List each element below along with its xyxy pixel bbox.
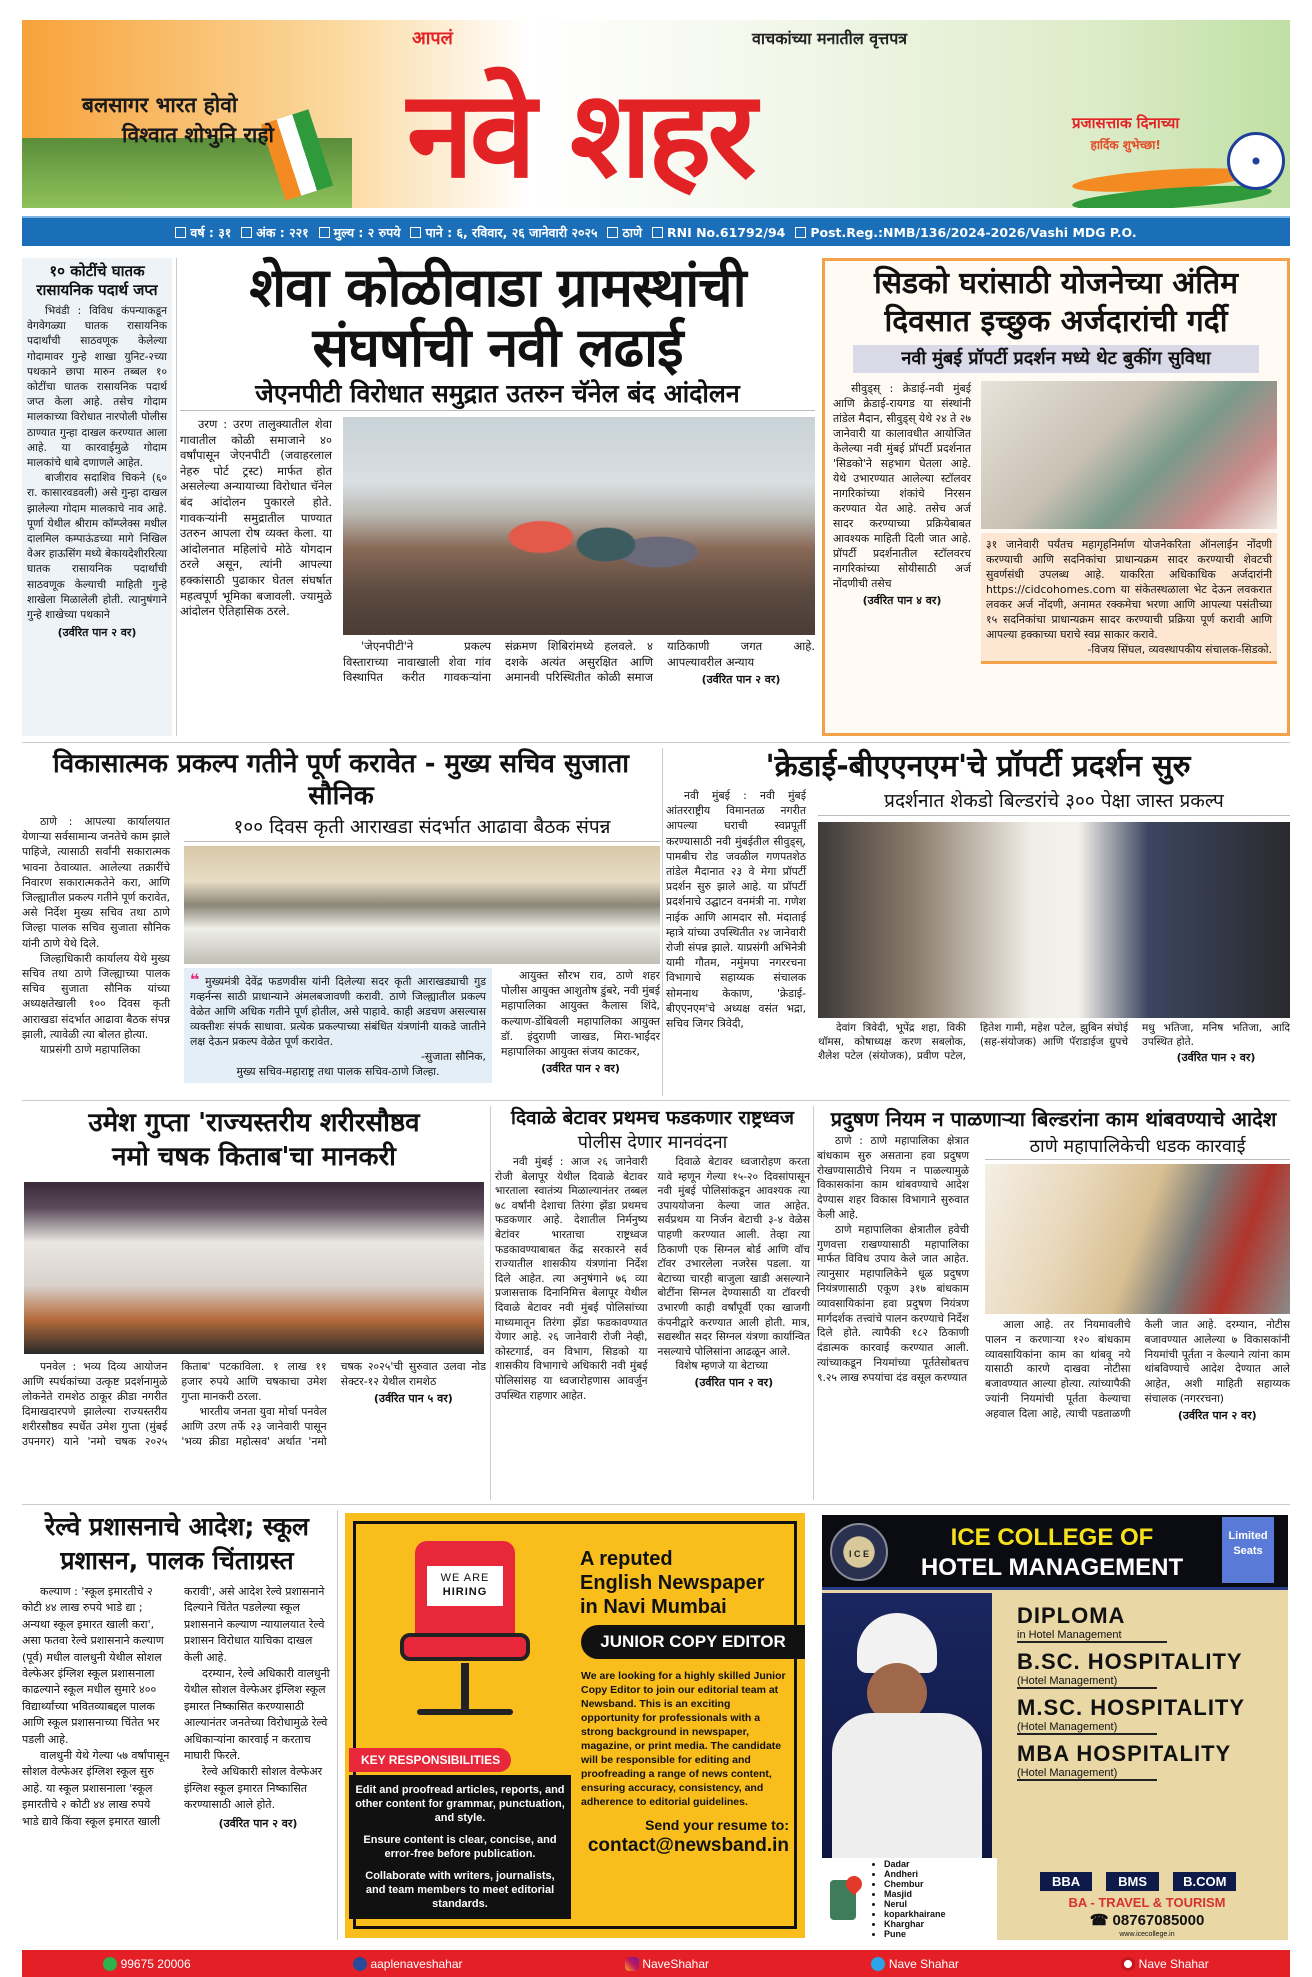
postal-registration: Post.Reg.:NMB/136/2024-2026/Vashi MDG P.O. <box>795 225 1136 240</box>
quote-author: -विजय सिंघल, व्यवस्थापकीय संचालक-सिडको. <box>1087 643 1272 656</box>
footer-whatsapp[interactable] <box>103 1957 190 1971</box>
paragraph: रेल्वे अधिकारी सोशल वेल्फेअर इंग्लिश स्कूल इमारत निष्कासित करण्यासाठी आले होते. <box>184 1765 323 1812</box>
headline-line: दिवसात इच्छुक अर्जदारांची गर्दी <box>884 304 1228 339</box>
degree-badge: B.COM <box>1173 1872 1236 1891</box>
article-railway-school <box>22 1510 332 1832</box>
photo-bodybuilding-winner <box>24 1182 484 1354</box>
intro-line: in Navi Mumbai <box>580 1596 727 1618</box>
divider <box>22 742 1290 743</box>
masthead-prefix: आपलं <box>412 28 453 49</box>
quote-author: -सुजाता सौनिक, <box>421 1050 486 1063</box>
footer-instagram[interactable] <box>625 1957 709 1971</box>
newspaper-logo: नवे शहर <box>407 66 753 205</box>
article-body <box>985 1318 1290 1424</box>
website-text: www.icecollege.in <box>1119 1931 1175 1938</box>
issue-number: अंक : २२१ <box>241 224 308 241</box>
intro-line: A reputed <box>580 1548 673 1570</box>
article-pollution <box>817 1106 1290 1424</box>
footer-label: NaveShahar <box>642 1956 710 1971</box>
paragraph: वालधुनी येथे गेल्या ५७ वर्षांपासून सोशल वेल्फेअर इंग्लिश स्कूल सुरु आहे. या स्कूल प्रशासनाला 'स्कूल इमारतीचे २ कोटी ४४ लाख रुपये भाडे द्यावे किंवा स्कूल इमारत खाली करावी', असे आदेश रेल्वे प्रशासनाने दिल्याने चिंतेत पडलेल्या स्कूल प्रशासनाने कल्याण न्यायालयात रेल्वे प्रशासन विरोधात याचिका दाखल केली आहे. <box>22 1585 325 1828</box>
paragraph: 'जेएनपीटी'ने प्रकल्प विस्ताराच्या नावाखाली शेवा गांव विस्थापित करीत गावकऱ्यांना संक्रमण शिबिरांमध्ये हलवले. ४ दशके अत्यंत असुरक्षित आणि अमानवी परिस्थितीत कोळी समाज याठिकाणी जगत आहे. आपल्यावरील अन्याय <box>343 639 815 685</box>
course-note: (Hotel Management) <box>1017 1767 1118 1779</box>
college-logo: I C E <box>830 1523 888 1581</box>
course-name: M.SC. HOSPITALITY <box>1017 1695 1246 1720</box>
headline-line: सिडको घरांसाठी योजनेच्या अंतिम <box>873 266 1239 301</box>
article-body <box>666 788 806 1031</box>
photo-meeting <box>184 846 660 964</box>
footer-twitter[interactable] <box>871 1957 958 1971</box>
ice-college-advertisement <box>822 1515 1288 1940</box>
paragraph: दिवाळे बेटावर ध्वजारोहण करता यावे म्हणून गेल्या १५-२० दिवसांपासून नवी मुंबई पोलिसांकडून आवश्यक त्या उपाययोजना केल्या जात आहेत. सर्वप्रथम या निर्जन बेटाची ३-४ वेळेस पाहणी करण्यात आली. तेव्हा त्या ठिकाणी एक सिग्नल बोर्ड आणि वॉच टॉवर उभारलेला नजरेस पडला. या बेटाच्या चारही बाजुला खाडी असल्याने बोटींना सिग्नल देण्यासाठी या टॉवरची उभारणी काही वर्षांपूर्वी एका खाजगी कंपनीद्वारे करण्यात आली होती. मात्र, सद्यस्थीत सदर सिग्नल यंत्रणा कार्यान्वित नसल्याचे पोलिसांना आढळून आले. <box>657 1156 810 1358</box>
badge-line: Limited <box>1228 1530 1268 1542</box>
article-columns <box>22 814 660 1083</box>
paragraph: भारतीय जनता युवा मोर्चा पनवेल आणि उरण तर्फे २३ जानेवारी पासून 'भव्य क्रीडा महोत्सव' अर्थात 'नमो चषक २०२५'ची सुरुवात उलवा नोड सेक्टर-१२ येथील रामशेठ <box>181 1360 486 1448</box>
chef-coat <box>832 1713 982 1858</box>
continued-note: (उर्वरित पान ५ वर) <box>373 1392 453 1405</box>
location-item: • Kharghar <box>884 1919 946 1929</box>
paragraph: ठाणे : ठाणे महापालिका क्षेत्रात बांधकाम सुरु असताना हवा प्रदुषण रोखण्यासाठीचे नियम न पाळल्यामुळे विकासकांना काम थांबवण्याचे आदेश देण्यास शहर विकास विभागाने सुरुवात केली आहे. <box>817 1135 969 1221</box>
hiring-details <box>581 1669 789 1857</box>
phone-icon: ☎ <box>1089 1912 1109 1929</box>
article-columns <box>833 381 1279 664</box>
responsibility-item: Collaborate with writers, journalists, and team members to meet editorial standards. <box>365 1870 555 1910</box>
paragraph: देवांग त्रिवेदी, भूपेंद्र शहा, विकी थॉमस, कोषाध्यक्ष करण सबलोक, शैलेश पटेल (संयोजक), प्रवीण पटेल, हितेश गामी, महेश पटेल, झुबिन संघोई (सह-संयोजक) आणि पॅराडाईज ग्रुपचे मधु भतिजा, मनिष भतिजा, आदि उपस्थित होते. <box>818 1022 1290 1062</box>
paragraph: दरम्यान, रेल्वे अधिकारी वालधुनी येथील सोशल वेल्फेअर इंग्लिश स्कूल इमारत निष्कासित करण्यासाठी आल्यानंतर जनतेच्या विरोधामुळे रेल्वे अधिकाऱ्यांना कारवाई न करताच माघारी फिरले. <box>184 1667 330 1763</box>
course-name: MBA HOSPITALITY <box>1017 1741 1232 1766</box>
photo-protest-boat <box>343 417 815 635</box>
chair-base <box>417 1709 513 1715</box>
divider <box>22 1504 1290 1505</box>
course-note: in Hotel Management <box>1017 1629 1122 1641</box>
quote-text: मुख्यमंत्री देवेंद्र फडणवीस यांनी दिलेल्या सदर कृती आराखड्याची गुड गव्हर्नन्स साठी प्राधान्याने अंमलबजावणी करावी. ठाणे जिल्ह्यातील प्रकल्प वेळेत आणि अधिक गतीने पूर्ण होतील, असे पाहावे. काही अडचण असल्यास व्यक्तीशः संपर्क साधावा. प्रत्येक प्रकल्पाच्या संबंधित यंत्रणांनी याकडे जातीने लक्ष देऊन प्रकल्प वेळेत पूर्ण करावेत. <box>190 975 486 1048</box>
footer-label: Nave Shahar <box>1138 1956 1209 1971</box>
article-saunik <box>22 748 660 1083</box>
headline-line: नमो चषक किताब'चा मानकरी <box>112 1142 396 1172</box>
article-subheadline: ठाणे महापालिकेची धडक कारवाई <box>985 1134 1290 1160</box>
sign-line: HIRING <box>442 1586 488 1598</box>
headline-line: उमेश गुप्ता 'राज्यस्तरीय शरीरसौष्ठव <box>88 1108 420 1138</box>
location-item: • Andheri <box>884 1869 946 1879</box>
responsibility-item: Edit and proofread articles, reports, and other content for grammar, punctuation, and style. <box>355 1784 565 1824</box>
hiring-advertisement <box>345 1513 805 1938</box>
course-name: DIPLOMA <box>1017 1603 1126 1628</box>
continued-note: (उर्वरित पान २ वर) <box>57 626 137 640</box>
article-headline: प्रदुषण नियम न पाळणाऱ्या बिल्डरांना काम थांबवण्याचे आदेश <box>830 1107 1277 1131</box>
headline-line: शेवा कोळीवाडा ग्रामस्थांची <box>249 256 746 319</box>
intro-line: English Newspaper <box>580 1572 765 1594</box>
key-responsibilities-label: KEY RESPONSIBILITIES <box>349 1748 511 1772</box>
masthead-tagline: वाचकांच्या मनातील वृत्तपत्र <box>752 29 908 48</box>
article-body <box>180 417 332 620</box>
chair-stem <box>461 1663 469 1713</box>
divider <box>490 1106 491 1500</box>
paragraph: नवी मुंबई : नवी मुंबई आंतरराष्ट्रीय विमानतळ नगरीत आपल्या घराची स्वप्नपूर्ती करण्यासाठी नवी मुंबईतील सीवुड्स्, पामबीच रोड जवळील गणपतशेठ तांडेल मैदानात २३ वे मेगा प्रॉपर्टी प्रदर्शन सुरु झाले आहे. या प्रॉपर्टी प्रदर्शनाचे उद्घाटन वनमंत्री ना. गणेश नाईक आणि आमदार सौ. मंदाताई म्हात्रे यांच्या उपस्थितीत २४ जानेवारी रोजी संपन्न झाले. याप्रसंगी अभिनेत्री यामी गौतम, नमुंमपा नगररचना विभागाचे सहाय्यक संचालक सोमनाथ केकाण, 'क्रेडाई-बीएएनएम'चे अध्यक्ष वसंत भद्रा, सचिव जिगर त्रिवेदी, <box>666 789 806 1031</box>
paragraph: आला आहे. तर नियमावलीचे पालन न करणाऱ्या १२० बांधकाम व्यावसायिकांना काम का थांबवू नये यासाठी कारणे दाखवा नोटीसा बजावण्यात आल्या होत्या. त्यांच्यापैकी ज्यांनी नियमांची पूर्तता केल्याचा अहवाल दिला आहे, त्याची पडताळणी केली जात आहे. दरम्यान, नोटीस बजावण्यात आलेल्या ७ विकासकांनी नियमांची पूर्तता न केल्याने त्यांना काम थांबविण्याचे आदेश देण्यात आले आहेत, अशी माहिती सहाय्यक संचालक (नगररचना) <box>985 1319 1290 1420</box>
footer-youtube[interactable] <box>1121 1957 1208 1971</box>
divider <box>662 748 663 1096</box>
paragraph: याप्रसंगी ठाणे महापालिका <box>40 1043 141 1057</box>
article-headline <box>22 1106 486 1174</box>
slogan <box>82 90 274 150</box>
location-list <box>884 1859 946 1939</box>
title-line: ICE COLLEGE OF <box>950 1524 1154 1551</box>
continued-note: (उर्वरित पान २ वर) <box>1177 1408 1257 1422</box>
youtube-icon <box>1121 1957 1135 1971</box>
quote-author-role: मुख्य सचिव-महाराष्ट्र तथा पालक सचिव-ठाणे जिल्हा. <box>236 1065 440 1078</box>
footer-label: Nave Shahar <box>888 1956 959 1971</box>
issue-year: वर्ष : ३१ <box>175 224 231 241</box>
footer-label: aaplenaveshahar <box>370 1956 463 1971</box>
ashoka-chakra-icon <box>1227 132 1285 190</box>
responsibilities-box <box>349 1775 571 1919</box>
quote-text: ३१ जानेवारी पर्यंतच महागृहनिर्माण योजनेकरिता ऑनलाईन नोंदणी करण्याची आणि सदनिकांचा प्राधान्यक्रम सादर करण्याची शेवटची सुवर्णसंधी उपलब्ध आहे. याकरिता अधिकाधिक अर्जदारांनी https://cidcohomes.com या संकेतस्थळाला भेट देऊन लवकरात लवकर अर्ज नोंदणी, अनामत रक्कमेचा भरणा आणि आपल्या पसंतीच्या १५ सदनिकांचा प्राधान्यक्रम सादर करण्याची प्रक्रिया पूर्ण करावी आणि आपल्या हक्काच्या घराचे स्वप्न साकार करावे. <box>986 538 1272 641</box>
photo-cidco-stall <box>981 381 1277 529</box>
location-item: • Pune <box>884 1929 946 1939</box>
issue-city: ठाणे <box>607 224 642 241</box>
paragraph: भिवंडी : विविध कंपन्याकडून वेगवेगळ्या घातक रासायनिक पदार्थांची साठवणूक केलेल्या गोदामावर गुन्हे शाखा युनिट-२च्या पथकाने छापा मारुन तब्बल १० कोटींचा घातक रासायनिक पदार्थ जप्त केला आहे. तसेच गोदाम मालकाच्या विरोधात नारपोली पोलीस ठाण्यात गुन्हा दाखल करण्यात आला आहे. या कारवाईमुळे गोदाम मालकांचे धाबे दणाणले आहेत. <box>27 305 167 470</box>
article-body <box>22 814 170 1057</box>
course-list <box>1017 1603 1277 1787</box>
article-right <box>818 788 1290 1065</box>
article-cidco <box>822 258 1290 736</box>
divider <box>176 258 177 736</box>
paragraph: कल्याण : 'स्कूल इमारतीचे २ कोटी ४४ लाख रुपये भाडे द्या ; अन्यथा स्कूल इमारत खाली करा', असा फतवा रेल्वे प्रशासनाने कल्याण (पूर्व) मधील वालधुनी येथील सोशल वेल्फेअर इंग्लिश स्कूल प्रशासनाला काढल्याने स्कूल मधील सुमारे ४०० विद्यार्थ्यांच्या भवितव्याबद्दल पालक आणि स्कूल प्रशासनाच्या चिंतेत भर पडली आहे. <box>22 1585 164 1746</box>
ba-travel-tourism: BA - TRAVEL & TOURISM <box>1068 1895 1226 1910</box>
article-body <box>22 1359 486 1449</box>
article-body <box>343 639 815 688</box>
continued-note: (उर्वरित पान २ वर) <box>1176 1051 1256 1064</box>
whatsapp-icon <box>103 1957 117 1971</box>
responsibility-item: Ensure content is clear, concise, and error-free before publication. <box>363 1834 557 1860</box>
saunik-quote-box <box>184 968 492 1083</box>
paragraph: जिल्हाधिकारी कार्यालय येथे मुख्य सचिव तथा ठाणे जिल्ह्याच्या पालक सचिव सुजाता सौनिक यांच्या अध्यक्षतेखाली १०० दिवस कृती आराखडा संदर्भात आढावा बैठक संपन्न झाली, त्यावेळी त्या बोलत होत्या. <box>22 951 170 1041</box>
facebook-icon <box>353 1957 367 1971</box>
phone-number <box>1017 1912 1277 1929</box>
title-line: HOTEL MANAGEMENT <box>920 1554 1184 1581</box>
footer-facebook[interactable] <box>353 1957 462 1971</box>
issue-date: पाने : ६, रविवार, २६ जानेवारी २०२५ <box>410 224 597 241</box>
article-body <box>833 381 971 608</box>
locations-panel <box>822 1858 997 1940</box>
divider <box>22 1100 1290 1101</box>
course-note: (Hotel Management) <box>1017 1721 1118 1733</box>
article-diwale-flag <box>495 1106 810 1403</box>
phone-text: 08767085000 <box>1112 1912 1205 1929</box>
continued-note: (उर्वरित पान २ वर) <box>701 673 781 687</box>
article-subheadline: नवी मुंबई प्रॉपर्टी प्रदर्शन मध्ये थेट बुकींग सुविधा <box>853 345 1259 373</box>
article-subheadline: पोलीस देणार मानवंदना <box>577 1132 728 1153</box>
paragraph: सीवुड्स् : क्रेडाई-नवी मुंबई आणि क्रेडाई-रायगड या संस्थांनी तांडेल मैदान, सीवुड्स् येथे २४ ते २७ जानेवारी या कालावधीत आयोजित केलेल्या नवी मुंबई प्रॉपर्टी प्रदर्शनात 'सिडको'ने सहभाग घेतला आहे. येथे उभारण्यात आलेल्या स्टॉलवर नागरिकांच्या शंकांचे निरसन करण्यात येत आहे. तसेच अर्ज सादर करण्याच्या प्रक्रियेबाबत आवश्यक माहिती दिली जात आहे. प्रॉपर्टी प्रदर्शनातील स्टॉलवरच नागरिकांच्या सोयीसाठी अर्ज नोंदणीची तसेच <box>833 382 971 590</box>
article-headline: रेल्वे प्रशासनाचे आदेश; स्कूल प्रशासन, पालक चिंताग्रस्त <box>44 1512 310 1575</box>
paragraph: ठाणे : आपल्या कार्यालयात येणाऱ्या सर्वसामान्य जनतेचे काम झाले पाहिजे, त्यासाठी सर्वांनी सकारात्मक भावना ठेवाव्यात. आलेल्या तक्रारींचे निवारण सकारात्मकतेने करा, आणि जिल्ह्यातील प्रकल्प गतीने पूर्ण करावेत, असे निर्देश मुख्य सचिव तथा ठाणे जिल्हा पालक सचिव सुजाता सौनिक यांनी ठाणे येथे दिले. <box>22 815 171 950</box>
article-columns <box>180 417 815 688</box>
republic-day-greeting <box>1072 112 1179 156</box>
course-item <box>1017 1741 1232 1781</box>
footer-social-bar <box>22 1950 1290 1977</box>
rni-number: RNI No.61792/94 <box>652 225 785 240</box>
paragraph: आयुक्त सौरभ राव, ठाणे शहर पोलीस आयुक्त आशुतोष डुंबरे, नवी मुंबई महापालिका आयुक्त कैलास शिंदे, कल्याण-डोंबिवली महापालिका आयुक्त डॉ. इंदुराणी जाखड, मिरा-भाईंदर महापालिका आयुक्त संजय काटकर, <box>501 969 660 1059</box>
article-headline: 'क्रेडाई-बीएएनएम'चे प्रॉपर्टी प्रदर्शन सुरु <box>765 749 1191 784</box>
limited-seats-badge <box>1222 1517 1274 1583</box>
photo-property-expo <box>818 822 1290 1018</box>
chair-seat <box>400 1633 530 1661</box>
location-item: • Chembur <box>884 1879 946 1889</box>
article-right <box>981 381 1277 664</box>
continued-note: (उर्वरित पान २ वर) <box>218 1816 298 1830</box>
article-subheadline: प्रदर्शनात शेकडो बिल्डरांचे ३०० पेक्षा जास्त प्रकल्प <box>818 788 1290 816</box>
article-headline: दिवाळे बेटावर प्रथमच फडकणार राष्ट्रध्वज <box>511 1107 794 1129</box>
issue-info-bar <box>22 216 1290 246</box>
course-item <box>1017 1649 1243 1689</box>
masthead <box>22 20 1290 208</box>
we-are-hiring-sign <box>427 1566 503 1606</box>
college-title <box>892 1523 1212 1583</box>
footer-label: 99675 20006 <box>120 1956 191 1971</box>
location-item: • koparkhairane <box>884 1909 946 1919</box>
instagram-icon <box>625 1957 639 1971</box>
sign-line: WE ARE <box>440 1572 490 1584</box>
hiring-intro <box>580 1547 765 1619</box>
continued-note: (उर्वरित पान ४ वर) <box>862 594 942 607</box>
paragraph: ठाणे महापालिका क्षेत्रातील हवेची गुणवत्ता राखण्यासाठी महापालिका मार्फत विविध उपाय केले जात आहेत. त्यानुसार महापालिकेने धूळ प्रदुषण नियंत्रणासाठी एकूण ३१७ बांधकाम व्यावसायिकांना हवा प्रदुषण नियंत्रण मार्गदर्शक तत्त्वांचे पालन करण्याचे निर्देश दिले होते. त्यापैकी १८२ ठिकाणी दंडात्मक कारवाई करण्यात आली. त्यांच्याकडून नियमांच्या पूर्ततेसोबतच ९.२५ लाख रुपयांचा दंड वसूल करण्यात <box>817 1223 969 1384</box>
continued-note: (उर्वरित पान २ वर) <box>541 1062 620 1076</box>
degree-badges <box>1040 1872 1236 1891</box>
article-headline: १० कोटींचे घातक रासायनिक पदार्थ जप्त <box>36 262 158 299</box>
course-item <box>1017 1695 1246 1735</box>
article-headline: विकासात्मक प्रकल्प गतीने पूर्ण करावेत - मुख्य सचिव सुजाता सौनिक <box>53 749 629 811</box>
issue-price: मुल्य : २ रुपये <box>319 224 401 241</box>
degree-badge: BMS <box>1106 1872 1159 1891</box>
headline-line: संघर्षाची नवी लढाई <box>312 316 683 379</box>
article-umesh-gupta <box>22 1106 486 1449</box>
article-headline <box>833 265 1279 341</box>
article-right <box>985 1134 1290 1424</box>
course-name: B.SC. HOSPITALITY <box>1017 1649 1243 1674</box>
cidco-quote-box <box>981 533 1277 664</box>
course-item <box>1017 1603 1167 1643</box>
article-subheadline: १०० दिवस कृती आराखडा संदर्भात आढावा बैठक संपन्न <box>184 814 660 842</box>
location-item: • Nerul <box>884 1899 946 1909</box>
paragraph: पनवेल : भव्य दिव्य आयोजन आणि स्पर्धकांच्या उत्कृष्ट प्रदर्शनामुळे लोकनेते रामशेठ ठाकूर क्रीडा नगरीत दिमाखदारपणे झालेल्या राज्यस्तरीय शरीरसौष्ठव स्पर्धेत उमेश गुप्ता (मुंबई उपनगर) याने 'नमो चषक २०२५ किताब' पटकाविला. १ लाख ११ हजार रुपये आणि चषकाचा उमेश गुप्ता मानकरी ठरला. <box>22 1360 327 1448</box>
location-item: • Masjid <box>884 1889 946 1899</box>
badge-line: Seats <box>1233 1545 1263 1557</box>
article-chemicals <box>22 258 172 736</box>
article-subheadline: जेएनपीटी विरोधात समुद्रात उतरुन चॅनेल बंद आंदोलन <box>180 378 815 411</box>
job-description: We are looking for a highly skilled Junior Copy Editor to join our editorial team at Newsband. This is an exciting opportunity for professionals with a strong background in newspaper, magazine, or print media. The candidate will be responsible for editing and proofreading a range of news content, ensuring accuracy, consistency, and adherence to editorial guidelines. <box>581 1670 786 1808</box>
divider <box>813 1106 814 1500</box>
job-role-banner: JUNIOR COPY EDITOR <box>581 1625 805 1659</box>
article-right <box>184 814 660 1083</box>
article-columns <box>666 788 1290 1065</box>
article-body <box>22 1584 332 1832</box>
greeting-line: प्रजासत्ताक दिनाच्या <box>1072 114 1180 132</box>
greeting-line: हार्दिक शुभेच्छा! <box>1090 138 1161 152</box>
article-body <box>495 1155 810 1403</box>
slogan-line: बलसागर भारत होवो <box>82 93 238 117</box>
degree-badge: BBA <box>1040 1872 1092 1891</box>
paragraph: उरण : उरण तालुक्यातील शेवा गावातील कोळी समाजाने ४० वर्षांपासून जेएनपीटी (जवाहरलाल नेहरु पोर्ट ट्रस्ट) मार्फत होत असलेल्या अन्यायाच्या विरोधात चॅनेल बंद आंदोलन पुकारले होते. गावकऱ्यांनी समुद्रातील पाण्यात उतरुन आपला रोष व्यक्त केला. या आंदोलनात महिलांचे मोठे योगदान ठरले असून, त्यांनी आपल्या हक्कांसाठी पुढाकार घेतल संघर्षात महत्वपूर्ण भूमिका बजावली. ज्यामुळे आंदोलन ऐतिहासिक ठरले. <box>180 417 332 619</box>
paragraph: विशेष म्हणजे या बेटाच्या <box>675 1360 769 1373</box>
article-lead-sheva <box>180 258 815 688</box>
article-columns <box>817 1134 1290 1424</box>
quote-row <box>184 968 660 1083</box>
paragraph: बाजीराव सदाशिव चिकने (६० रा. कासारवडवली) असे गुन्हा दाखल झालेल्या गोदाम मालकाचे नाव आहे. पूर्णा येथील श्रीराम कॉम्प्लेक्स मधील दालमिल कम्पाऊंडच्या मागे निखिल वेअर हाऊसिंग मध्ये बेकायदेशीररित्या घातक रासायनिक पदार्थांची साठवणूक केल्याची माहिती गुन्हे शाखेला मिळालेली होती. त्यानुषंगाने गुन्हे शाखेच्या पथकाने <box>27 472 167 622</box>
location-item: • Dadar <box>884 1859 946 1869</box>
photo-dust-pollution <box>985 1164 1290 1314</box>
twitter-icon <box>871 1957 885 1971</box>
course-note: (Hotel Management) <box>1017 1675 1118 1687</box>
article-body <box>501 968 660 1076</box>
article-credai <box>666 748 1290 1065</box>
quote-mark-icon: ❝ <box>190 970 200 989</box>
contact-email-link[interactable]: contact@newsband.in <box>587 1835 789 1856</box>
article-body <box>817 1134 969 1386</box>
slogan-line: विश्वात शोभुनि राहो <box>122 123 274 147</box>
article-body <box>818 1021 1290 1065</box>
paragraph: नवी मुंबई : आज २६ जानेवारी रोजी बेलापूर येथील दिवाळे बेटावर भारताला स्वातंत्र्य मिळाल्यानंतर तब्बल ७८ वर्षांनी देशाचा तिरंगा झेंडा प्रथमच फडकणार आहे. देशातील निर्मनुष्य बेटांवर भारताचा राष्ट्रध्वज फडकावण्याबाबत केंद्र सरकारने सर्व राज्यातील शासकीय यंत्रणांना निर्देश दिले आहेत. त्या अनुषंगाने ७६ व्या प्रजासत्ताक दिनानिमित्त बेलापूर येथील दिवाळे बेटावर नवी मुंबई पोलिसांच्या माध्यमातून तिरंगा झेंडा फडकावण्यात येणार आहे. २६ जानेवारी रोजी नेव्ही, कोस्टगार्ड, वन विभाग, सिडको या शासकीय विभागाचे अधिकारी नवी मुंबई पोलिसांसह या ध्वजारोहणास आवर्जुन उपस्थित राहणार आहेत. <box>495 1156 648 1402</box>
article-body <box>27 304 167 640</box>
article-right <box>343 417 815 688</box>
chef-photo <box>822 1593 992 1858</box>
article-headline <box>180 258 815 378</box>
send-resume-label: Send your resume to: <box>645 1817 789 1833</box>
protesters <box>463 477 723 627</box>
continued-note: (उर्वरित पान २ वर) <box>694 1375 774 1389</box>
divider <box>337 1510 338 1940</box>
